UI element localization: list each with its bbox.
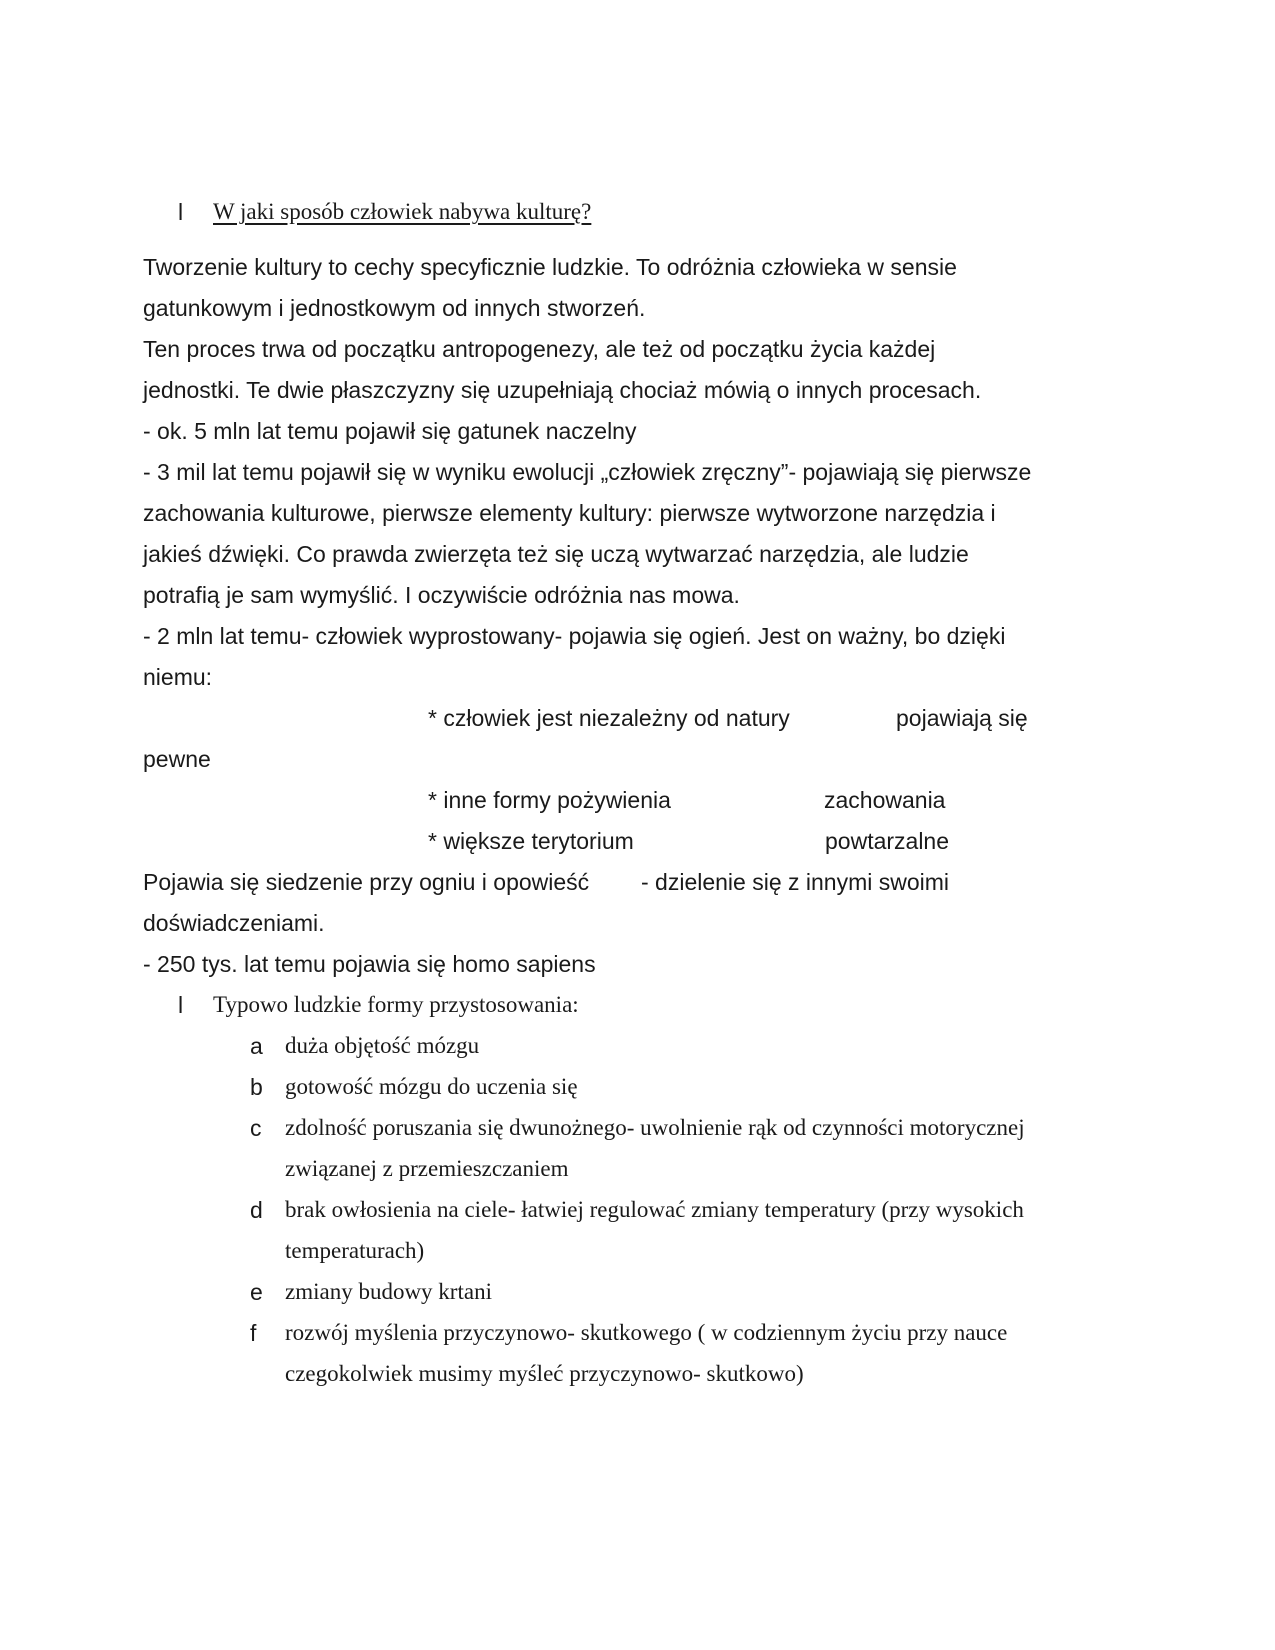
fire-benefit-item: * inne formy pożywienia — [428, 787, 671, 813]
body-line: Tworzenie kultury to cechy specyficznie ludzkie. To odróżnia człowieka w sensie — [143, 254, 957, 280]
list-item: zdolność poruszania się dwunożnego- uwolnienie rąk od czynności motorycznej — [285, 1115, 1025, 1140]
list-item-continuation: czegokolwiek musimy myśleć przyczynowo- skutkowo) — [285, 1361, 804, 1386]
list-item-letter: d — [250, 1197, 263, 1223]
body-line: - 250 tys. lat temu pojawia się homo sapiens — [143, 951, 596, 977]
adaptations-title: Typowo ludzkie formy przystosowania: — [213, 992, 579, 1017]
fire-benefit-item: * człowiek jest niezależny od natury — [428, 705, 790, 731]
list-item: brak owłosienia na ciele- łatwiej regulować zmiany temperatury (przy wysokich — [285, 1197, 1024, 1222]
body-line: - dzielenie się z innymi swoimi — [641, 869, 950, 895]
heading-marker: l — [178, 199, 184, 225]
side-note-text: pojawiają się — [896, 705, 1028, 731]
list-item-letter: b — [250, 1074, 263, 1100]
body-line: - 3 mil lat temu pojawił się w wyniku ewolucji „człowiek zręczny”- pojawiają się pierwsze — [143, 459, 1032, 485]
body-line: potrafią je sam wymyślić. I oczywiście odróżnia nas mowa. — [143, 582, 740, 608]
body-line: jednostki. Te dwie płaszczyzny się uzupełniają chociaż mówią o innych procesach. — [143, 377, 982, 403]
list-marker: l — [178, 992, 184, 1018]
list-item-letter: e — [250, 1279, 263, 1305]
body-line: Pojawia się siedzenie przy ogniu i opowieść — [143, 869, 590, 895]
side-note-text: zachowania — [824, 787, 946, 813]
list-item-continuation: temperaturach) — [285, 1238, 425, 1263]
side-note-text: powtarzalne — [825, 828, 950, 854]
side-note-text: pewne — [143, 746, 211, 772]
list-item-letter: f — [250, 1320, 257, 1346]
fire-benefit-item: * większe terytorium — [428, 828, 634, 854]
list-item-continuation: związanej z przemieszczaniem — [285, 1156, 569, 1181]
body-line: gatunkowym i jednostkowym od innych stworzeń. — [143, 295, 646, 321]
list-item: duża objętość mózgu — [285, 1033, 480, 1058]
list-item-letter: a — [250, 1033, 263, 1059]
body-line: zachowania kulturowe, pierwsze elementy kultury: pierwsze wytworzone narzędzia i — [143, 500, 996, 526]
body-line: - 2 mln lat temu- człowiek wyprostowany- pojawia się ogień. Jest on ważny, bo dzięki — [143, 623, 1006, 649]
list-item: zmiany budowy krtani — [285, 1279, 492, 1304]
body-line: - ok. 5 mln lat temu pojawił się gatunek naczelny — [143, 418, 637, 444]
heading-title: W jaki sposób człowiek nabywa kulturę? — [213, 199, 592, 224]
body-line: Ten proces trwa od początku antropogenezy, ale też od początku życia każdej — [143, 336, 936, 362]
list-item-letter: c — [250, 1115, 262, 1141]
list-item: rozwój myślenia przyczynowo- skutkowego ( w codziennym życiu przy nauce — [285, 1320, 1008, 1345]
body-line: niemu: — [143, 664, 213, 690]
list-item: gotowość mózgu do uczenia się — [285, 1074, 578, 1099]
body-line: jakieś dźwięki. Co prawda zwierzęta też się uczą wytwarzać narzędzia, ale ludzie — [143, 541, 969, 567]
body-line: doświadczeniami. — [143, 910, 325, 936]
